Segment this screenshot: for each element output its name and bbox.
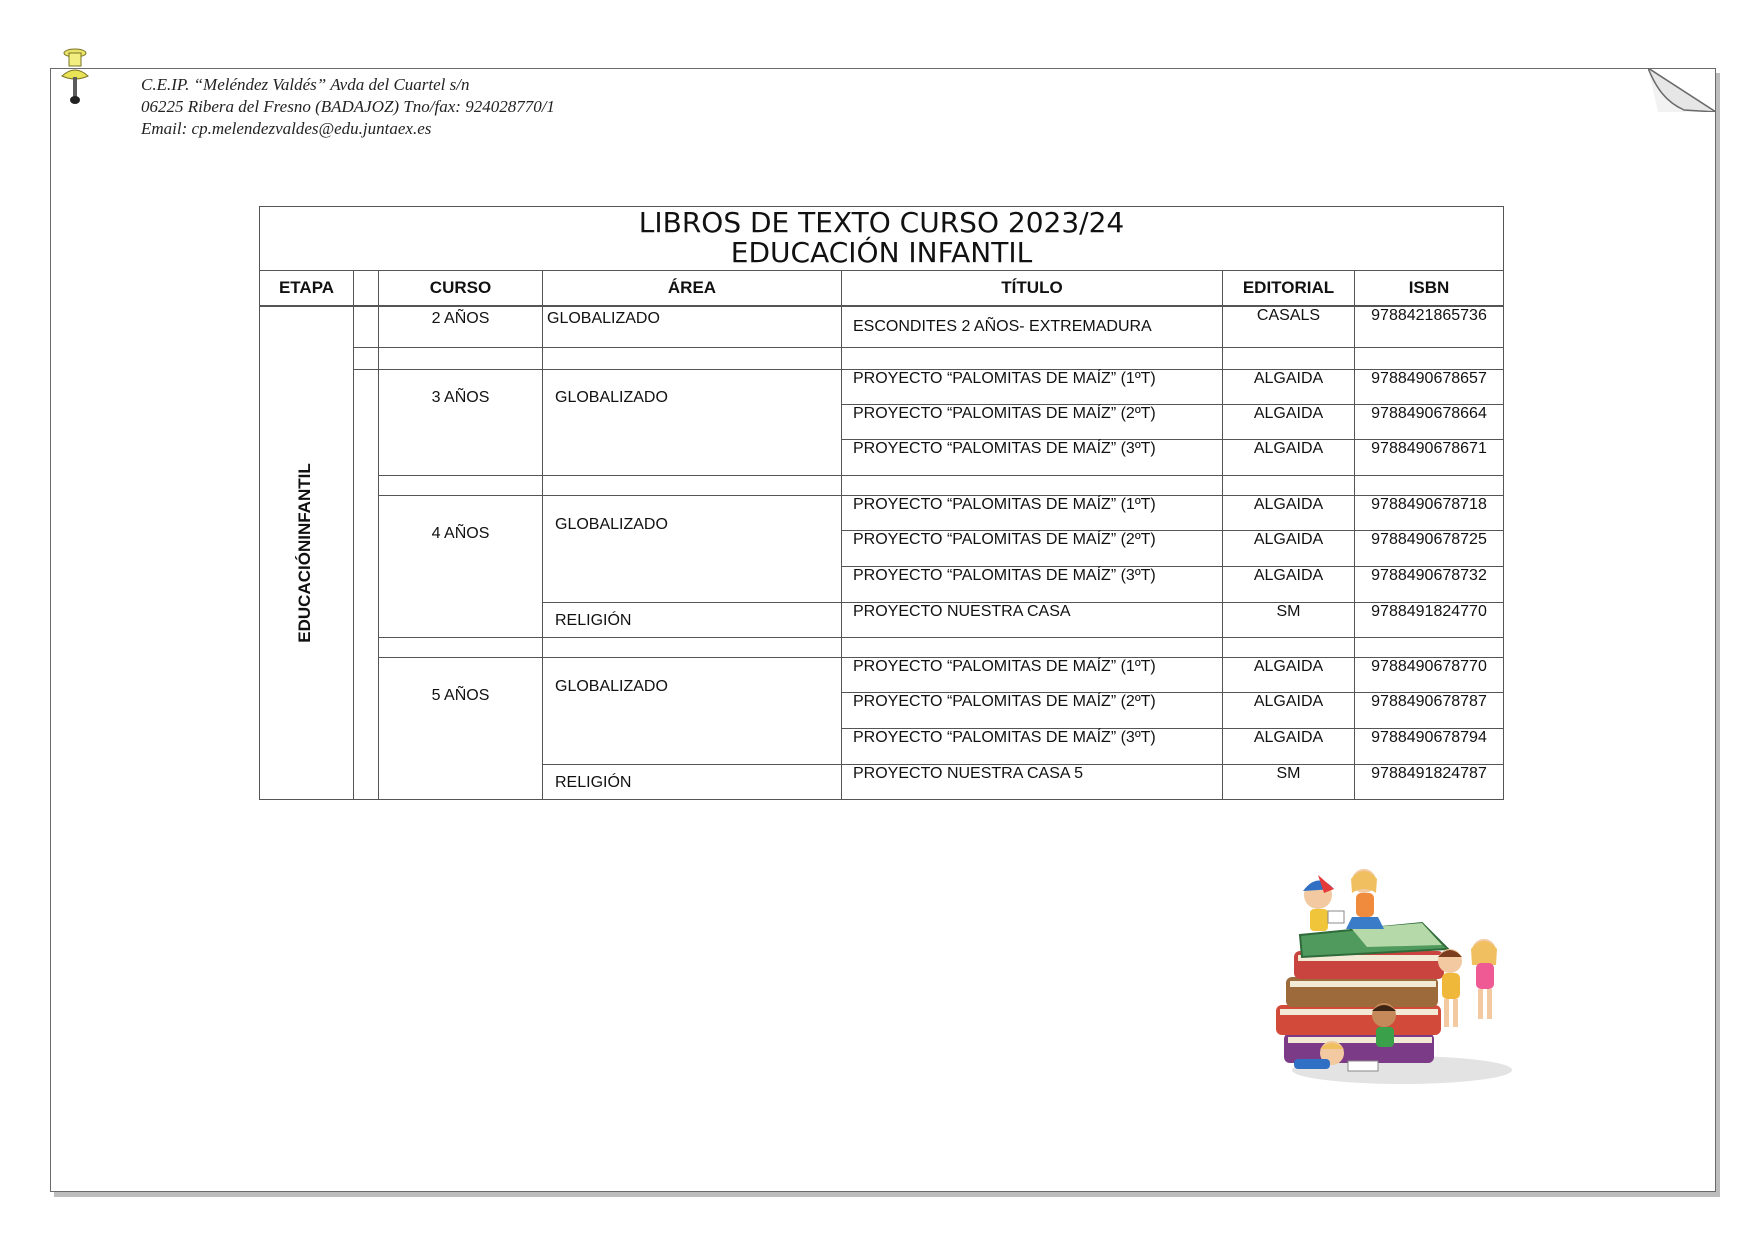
column-header-editorial: EDITORIAL: [1222, 270, 1355, 306]
separator-cell: [1222, 347, 1355, 370]
isbn-cell: 9788490678732: [1354, 566, 1504, 603]
isbn-cell: 9788490678725: [1354, 530, 1504, 567]
school-address-line: 06225 Ribera del Fresno (BADAJOZ) Tno/fax: 924028770/1: [141, 97, 555, 116]
editorial-cell: ALGAIDA: [1222, 530, 1355, 567]
separator-cell: [1354, 637, 1504, 658]
separator-cell: [1222, 637, 1355, 658]
titulo-cell: PROYECTO NUESTRA CASA: [841, 602, 1223, 638]
editorial-cell: ALGAIDA: [1222, 369, 1355, 405]
separator-cell: [841, 347, 1223, 370]
isbn-cell: 9788490678671: [1354, 439, 1504, 476]
titulo-cell: ESCONDITES 2 AÑOS- EXTREMADURA: [841, 306, 1223, 348]
column-header-isbn: ISBN: [1354, 270, 1504, 306]
area-globalizado: GLOBALIZADO: [542, 657, 842, 765]
isbn-cell: 9788490678787: [1354, 692, 1504, 729]
separator-cell: [542, 347, 842, 370]
isbn-cell: 9788490678770: [1354, 657, 1504, 693]
editorial-cell: ALGAIDA: [1222, 404, 1355, 440]
titulo-cell: PROYECTO “PALOMITAS DE MAÍZ” (2ºT): [841, 404, 1223, 440]
separator-cell: [542, 637, 842, 658]
separator-cell: [841, 475, 1223, 496]
titulo-cell: PROYECTO NUESTRA CASA 5: [841, 764, 1223, 800]
column-header-area: ÁREA: [542, 270, 842, 306]
separator-cell: [1222, 475, 1355, 496]
page-curl-corner: [1648, 68, 1716, 112]
area-globalizado: GLOBALIZADO: [542, 369, 842, 476]
separator-cell: [841, 637, 1223, 658]
editorial-cell: ALGAIDA: [1222, 439, 1355, 476]
isbn-cell: 9788490678794: [1354, 728, 1504, 765]
separator-cell: [542, 475, 842, 496]
editorial-cell: ALGAIDA: [1222, 657, 1355, 693]
editorial-cell: ALGAIDA: [1222, 495, 1355, 531]
editorial-cell: ALGAIDA: [1222, 692, 1355, 729]
titulo-cell: PROYECTO “PALOMITAS DE MAÍZ” (2ºT): [841, 692, 1223, 729]
isbn-cell: 9788490678718: [1354, 495, 1504, 531]
school-name-line: C.E.IP. “Meléndez Valdés” Avda del Cuartel s/n: [141, 75, 470, 94]
curso-3-anos: 3 AÑOS: [378, 369, 543, 476]
school-email-line: Email: cp.melendezvaldes@edu.juntaex.es: [141, 119, 432, 138]
table-title-line2: EDUCACIÓN INFANTIL: [730, 236, 1033, 269]
table-title: [259, 206, 1504, 270]
separator-cell: [378, 637, 543, 658]
isbn-cell: 9788421865736: [1354, 306, 1504, 348]
children-books-illustration: [1272, 865, 1518, 1091]
area-globalizado: GLOBALIZADO: [542, 495, 842, 603]
spacer-cell: [353, 347, 379, 370]
curso-4-anos: 4 AÑOS: [378, 495, 543, 638]
area-religion: RELIGIÓN: [542, 602, 842, 638]
column-header-spacer: [353, 270, 379, 306]
separator-cell: [1354, 347, 1504, 370]
titulo-cell: PROYECTO “PALOMITAS DE MAÍZ” (1ºT): [841, 657, 1223, 693]
column-header-curso: CURSO: [378, 270, 543, 306]
titulo-cell: PROYECTO “PALOMITAS DE MAÍZ” (3ºT): [841, 728, 1223, 765]
area-religion: RELIGIÓN: [542, 764, 842, 800]
editorial-cell: SM: [1222, 602, 1355, 638]
pushpin-icon: [58, 48, 92, 108]
isbn-cell: 9788490678657: [1354, 369, 1504, 405]
column-header-etapa: ETAPA: [259, 270, 354, 306]
curso-5-anos: 5 AÑOS: [378, 657, 543, 800]
titulo-cell: PROYECTO “PALOMITAS DE MAÍZ” (1ºT): [841, 369, 1223, 405]
table-title-line1: LIBROS DE TEXTO CURSO 2023/24: [638, 206, 1125, 239]
titulo-cell: PROYECTO “PALOMITAS DE MAÍZ” (3ºT): [841, 566, 1223, 603]
column-header-titulo: TÍTULO: [841, 270, 1223, 306]
editorial-cell: ALGAIDA: [1222, 566, 1355, 603]
spacer-cell: [353, 306, 379, 348]
separator-cell: [378, 475, 543, 496]
titulo-cell: PROYECTO “PALOMITAS DE MAÍZ” (1ºT): [841, 495, 1223, 531]
separator-cell: [378, 347, 543, 370]
editorial-cell: CASALS: [1222, 306, 1355, 348]
school-header: [141, 74, 555, 140]
area-globalizado: GLOBALIZADO: [542, 306, 842, 348]
titulo-cell: PROYECTO “PALOMITAS DE MAÍZ” (2ºT): [841, 530, 1223, 567]
separator-cell: [1354, 475, 1504, 496]
curso-2-anos: 2 AÑOS: [378, 306, 543, 348]
editorial-cell: SM: [1222, 764, 1355, 800]
isbn-cell: 9788490678664: [1354, 404, 1504, 440]
etapa-label: EDUCACIÓNINFANTIL: [295, 463, 314, 643]
spacer-cell: [353, 369, 379, 800]
editorial-cell: ALGAIDA: [1222, 728, 1355, 765]
titulo-cell: PROYECTO “PALOMITAS DE MAÍZ” (3ºT): [841, 439, 1223, 476]
isbn-cell: 9788491824787: [1354, 764, 1504, 800]
isbn-cell: 9788491824770: [1354, 602, 1504, 638]
